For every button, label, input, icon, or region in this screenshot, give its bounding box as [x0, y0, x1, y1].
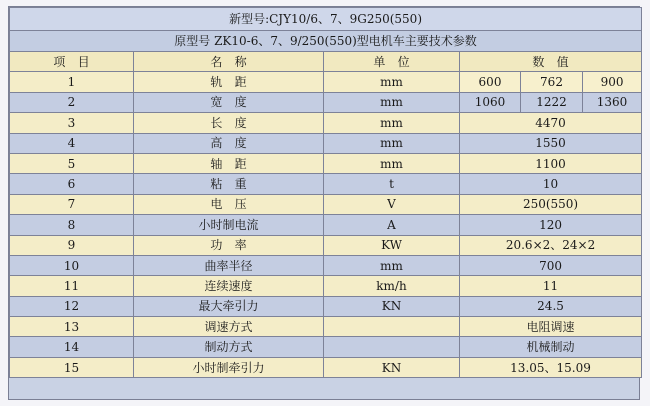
row-value: 600: [460, 72, 521, 92]
old-model-title: 原型号 ZK10-6、7、9/250(550)型电机车主要技术参数: [10, 31, 642, 52]
row-unit: mm: [324, 92, 460, 112]
row-unit: km/h: [324, 276, 460, 296]
table-row: [10, 255, 642, 275]
row-name: 高 度: [134, 133, 324, 153]
header-unit: 单 位: [324, 52, 460, 72]
row-name: 小时制牵引力: [134, 357, 324, 377]
row-value: 电阻调速: [460, 317, 642, 337]
row-unit: [324, 337, 460, 357]
row-number: 3: [10, 113, 134, 133]
row-name: 轨 距: [134, 72, 324, 92]
row-value: 24.5: [460, 296, 642, 316]
row-name: 小时制电流: [134, 215, 324, 235]
row-number: 15: [10, 357, 134, 377]
row-name: 宽 度: [134, 92, 324, 112]
table-row: [10, 276, 642, 296]
header-name: 名 称: [134, 52, 324, 72]
row-value: 10: [460, 174, 642, 194]
row-number: 4: [10, 133, 134, 153]
row-number: 2: [10, 92, 134, 112]
table-row: [10, 215, 642, 235]
row-name: 调速方式: [134, 317, 324, 337]
row-value: 1550: [460, 133, 642, 153]
row-number: 11: [10, 276, 134, 296]
row-value: 13.05、15.09: [460, 357, 642, 377]
row-unit: KN: [324, 357, 460, 377]
title-row-new-model: [10, 8, 642, 31]
row-unit: A: [324, 215, 460, 235]
row-unit: [324, 317, 460, 337]
row-value: 1060: [460, 92, 521, 112]
row-number: 13: [10, 317, 134, 337]
row-value: 4470: [460, 113, 642, 133]
row-name: 轴 距: [134, 153, 324, 173]
row-value: 900: [583, 72, 642, 92]
row-number: 9: [10, 235, 134, 255]
table-row: [10, 174, 642, 194]
row-name: 制动方式: [134, 337, 324, 357]
row-value: 762: [521, 72, 583, 92]
row-value: 700: [460, 255, 642, 275]
row-unit: t: [324, 174, 460, 194]
title-row-old-model: [10, 31, 642, 52]
row-number: 5: [10, 153, 134, 173]
row-number: 6: [10, 174, 134, 194]
table-row: [10, 296, 642, 316]
table-row: [10, 357, 642, 377]
row-unit: V: [324, 194, 460, 214]
row-name: 长 度: [134, 113, 324, 133]
table-row: [10, 337, 642, 357]
row-unit: KW: [324, 235, 460, 255]
table-row: [10, 194, 642, 214]
table-row: [10, 113, 642, 133]
row-unit: mm: [324, 153, 460, 173]
table-row: [10, 133, 642, 153]
row-unit: mm: [324, 133, 460, 153]
table-row: [10, 92, 642, 112]
table-rows: [10, 72, 642, 378]
header-row: [10, 52, 642, 72]
row-number: 1: [10, 72, 134, 92]
new-model-title: 新型号:CJY10/6、7、9G250(550): [10, 8, 642, 31]
header-item: 项 目: [10, 52, 134, 72]
row-unit: mm: [324, 113, 460, 133]
table-row: [10, 153, 642, 173]
row-name: 连续速度: [134, 276, 324, 296]
row-number: 8: [10, 215, 134, 235]
row-unit: KN: [324, 296, 460, 316]
header-value: 数 值: [460, 52, 642, 72]
row-value: 1222: [521, 92, 583, 112]
row-value: 1100: [460, 153, 642, 173]
row-number: 12: [10, 296, 134, 316]
table-row: [10, 235, 642, 255]
row-number: 10: [10, 255, 134, 275]
row-value: 120: [460, 215, 642, 235]
row-unit: mm: [324, 255, 460, 275]
spec-table: [9, 7, 642, 378]
row-value: 250(550): [460, 194, 642, 214]
row-value: 机械制动: [460, 337, 642, 357]
table-row: [10, 317, 642, 337]
row-unit: mm: [324, 72, 460, 92]
row-name: 电 压: [134, 194, 324, 214]
row-name: 最大牵引力: [134, 296, 324, 316]
table-row: [10, 72, 642, 92]
row-number: 14: [10, 337, 134, 357]
row-value: 20.6×2、24×2: [460, 235, 642, 255]
row-number: 7: [10, 194, 134, 214]
row-name: 曲率半径: [134, 255, 324, 275]
row-name: 功 率: [134, 235, 324, 255]
row-value: 1360: [583, 92, 642, 112]
row-name: 粘 重: [134, 174, 324, 194]
row-value: 11: [460, 276, 642, 296]
spec-table-sheet: [8, 6, 640, 400]
